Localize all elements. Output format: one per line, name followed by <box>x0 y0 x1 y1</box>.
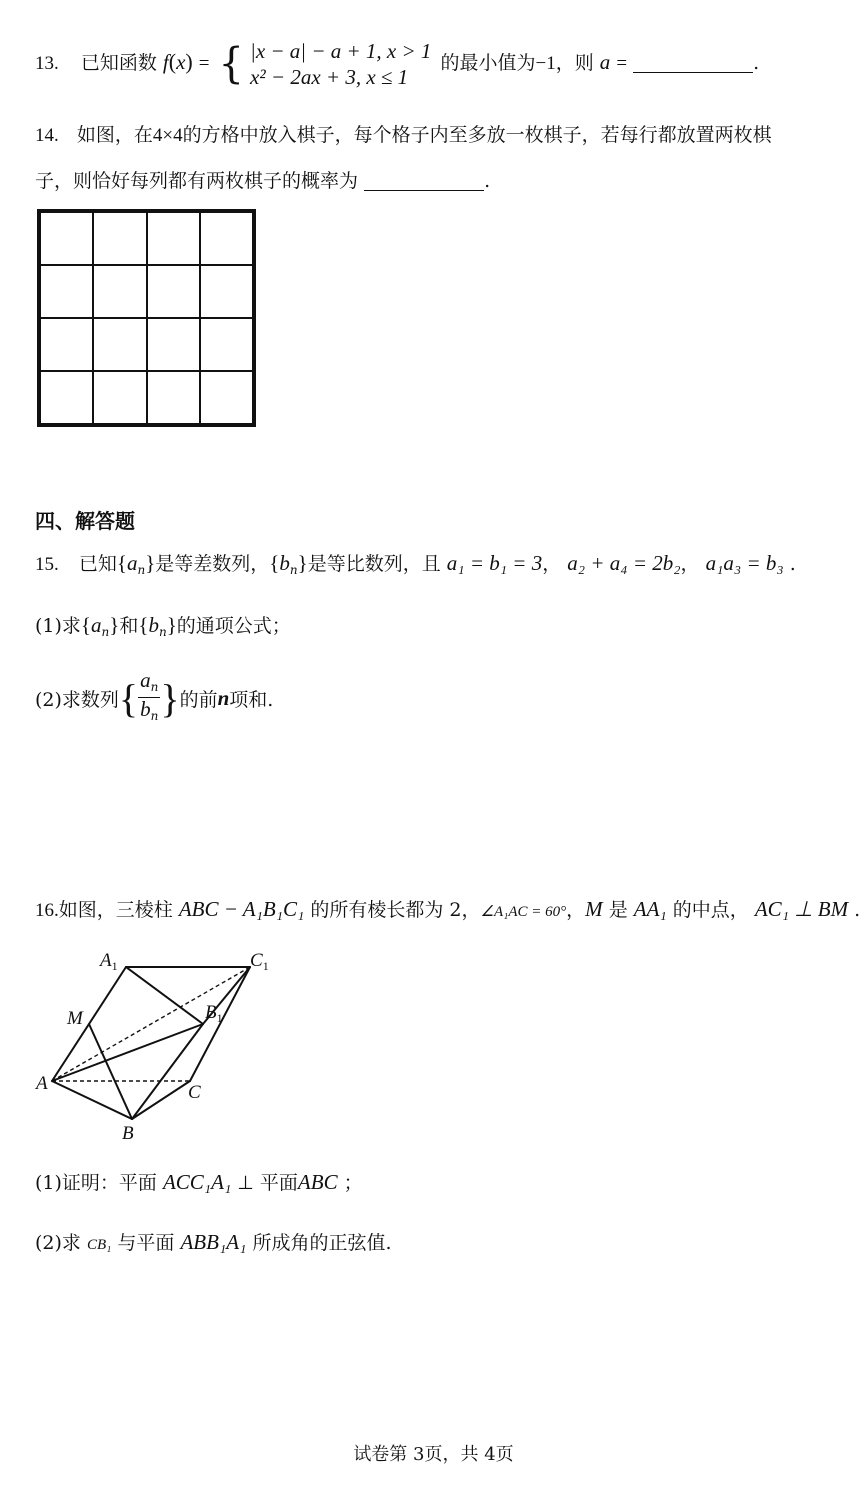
q15-part2: (2)求数列{ $\frac{a_n}{b_n}$ }的前n项和. <box>35 670 273 730</box>
grid-cell <box>200 318 253 371</box>
q16-m: M <box>585 897 603 921</box>
grid-cell <box>147 371 200 424</box>
q16-t3: ， <box>566 899 586 921</box>
q15-sep: ， <box>542 553 562 575</box>
q15-p1-label: (1)求 <box>35 615 81 637</box>
q14-number: 14. <box>35 125 59 146</box>
q13-piecewise: { |x − a| − a + 1, x > 1 x² − 2ax + 3, x ≤ 1 <box>218 39 432 89</box>
q15-cond3: a₁a₃ = b₃ <box>705 551 784 575</box>
grid-cell <box>147 212 200 265</box>
q16-p2-line: CB₁ <box>86 1237 112 1253</box>
q13-text-after: 的最小值为 <box>440 52 536 74</box>
q15-part1: (1)求$\{a_n\}$和$\{b_n\}$的通项公式； <box>35 613 291 639</box>
q16-p1-mid: 平面 <box>259 1172 298 1194</box>
q16-part2 <box>35 1228 391 1255</box>
q16-p2-label: (2)求 <box>35 1232 81 1254</box>
q14-grid-figure <box>37 209 256 427</box>
grid-cell <box>93 212 146 265</box>
q15-p2-end: 项和. <box>229 689 274 711</box>
grid-cell <box>200 371 253 424</box>
label-A: A <box>36 1073 48 1094</box>
grid-cell <box>40 265 93 318</box>
q16-end: . <box>854 899 861 921</box>
label-C: C <box>188 1082 201 1103</box>
q13-var: a <box>599 50 611 74</box>
question-15: 15. 已知$\{a_n\}$是等差数列，$\{b_n\}$是等比数列，且 a₁ = b₁ = 3， a₂ + a₄ = 2b₂， a₁a₃ = b₃ . <box>35 551 796 577</box>
label-B: B <box>122 1123 134 1144</box>
question-14-line1 <box>35 120 772 147</box>
q15-cond1: a₁ = b₁ = 3 <box>446 551 543 575</box>
q13-func: f <box>162 50 169 74</box>
q15-p1-and: 和 <box>119 615 139 637</box>
q15-p2-rest: 的前 <box>179 689 218 711</box>
q13-arg: x <box>176 50 186 74</box>
q13-eq: = <box>198 53 210 74</box>
q16-t2: 的所有棱长都为 2， <box>310 899 481 921</box>
q13-eq2: = <box>616 53 628 74</box>
segment-A-B1 <box>52 1024 203 1081</box>
edge-B-C <box>132 1081 190 1119</box>
q15-t1: 已知 <box>78 553 117 575</box>
question-16 <box>35 895 860 922</box>
q14-line2: 子，则恰好每列都有两枚棋子的概率为 <box>35 170 359 192</box>
q15-number: 15. <box>35 554 59 575</box>
question-14-line2 <box>35 166 490 193</box>
q16-number: 16. <box>35 900 59 921</box>
grid-cell <box>147 318 200 371</box>
q16-p1-plane2: ABC <box>297 1170 338 1194</box>
q13-answer-blank <box>633 52 753 73</box>
label-M: M <box>67 1008 83 1029</box>
q16-t5: 的中点， <box>672 899 749 921</box>
q15-p2-n: n <box>217 686 230 710</box>
grid-row <box>40 318 253 371</box>
q16-perp: AC₁ ⊥ BM <box>754 897 849 921</box>
q13-case2: x² − 2ax + 3, x ≤ 1 <box>250 65 409 89</box>
q16-p2-end: 所成角的正弦值. <box>252 1232 392 1254</box>
grid-cell <box>93 371 146 424</box>
q13-case1: |x − a| − a + 1, x > 1 <box>250 39 432 63</box>
q16-p2-mid: 与平面 <box>117 1232 175 1254</box>
q13-min-value: −1 <box>535 53 556 74</box>
q13-prefix: 已知函数 <box>80 52 157 74</box>
q15-p1-rest: 的通项公式； <box>176 615 291 637</box>
q15-fraction: $\frac{a_n}{b_n}$ <box>140 668 159 723</box>
q16-p1-plane1: ACC₁A₁ <box>162 1170 232 1194</box>
q14-dims: 4×4 <box>152 125 183 146</box>
q13-end: . <box>753 52 760 74</box>
q14-end: . <box>484 170 491 192</box>
q16-p2-plane: ABB₁A₁ <box>180 1230 247 1254</box>
grid-cell <box>93 318 146 371</box>
grid-row <box>40 212 253 265</box>
grid-row <box>40 265 253 318</box>
q16-prism: ABC − A₁B₁C₁ <box>178 897 305 921</box>
grid-cell <box>40 371 93 424</box>
q16-p1-end: ； <box>343 1172 363 1194</box>
q13-comma-then: ，则 <box>555 52 594 74</box>
page-footer: 试卷第 3页，共 4页 <box>353 1444 514 1465</box>
q16-part1 <box>35 1168 363 1195</box>
q16-p1-perp: ⊥ <box>237 1173 254 1194</box>
grid-cell <box>93 265 146 318</box>
label-A1: $A_1$ <box>100 950 118 973</box>
q16-t4: 是 <box>608 899 628 921</box>
q13-number: 13. <box>35 53 59 74</box>
grid-row <box>40 371 253 424</box>
q14-line1: 如图，在 <box>76 124 153 146</box>
question-13: 13. 已知函数 f(x) = { |x − a| − a + 1, x > 1 x² − 2ax + 3, x ≤ 1 的最小值为−1，则 a = . <box>35 39 760 89</box>
label-C1: $C_1$ <box>250 950 269 973</box>
q16-p1-label: (1)证明：平面 <box>35 1172 157 1194</box>
q15-cond2: a₂ + a₄ = 2b₂ <box>567 551 681 575</box>
q15-p2-label: (2)求数列 <box>35 689 119 711</box>
section-4-title: 四、解答题 <box>35 509 135 533</box>
grid-cell <box>200 212 253 265</box>
q15-t3: 是等比数列，且 <box>307 553 441 575</box>
grid-cell <box>147 265 200 318</box>
grid-cell <box>200 265 253 318</box>
label-B1: $B_1$ <box>205 1002 223 1025</box>
edge-A-B <box>52 1081 132 1119</box>
edge-A1-B1 <box>126 967 203 1024</box>
q15-t2: 是等差数列， <box>155 553 270 575</box>
q15-end: . <box>789 553 796 575</box>
q16-aa1: AA₁ <box>633 897 667 921</box>
grid-cell <box>40 318 93 371</box>
q16-prism-figure <box>30 940 290 1145</box>
q16-t1: 如图，三棱柱 <box>58 899 173 921</box>
q14-answer-blank <box>364 170 484 191</box>
q15-sep: ， <box>680 553 700 575</box>
q16-angle: ∠A₁AC = 60° <box>480 904 567 920</box>
q14-line1-rest: 的方格中放入棋子，每个格子内至多放一枚棋子，若每行都放置两枚棋 <box>182 124 772 146</box>
grid-cell <box>40 212 93 265</box>
